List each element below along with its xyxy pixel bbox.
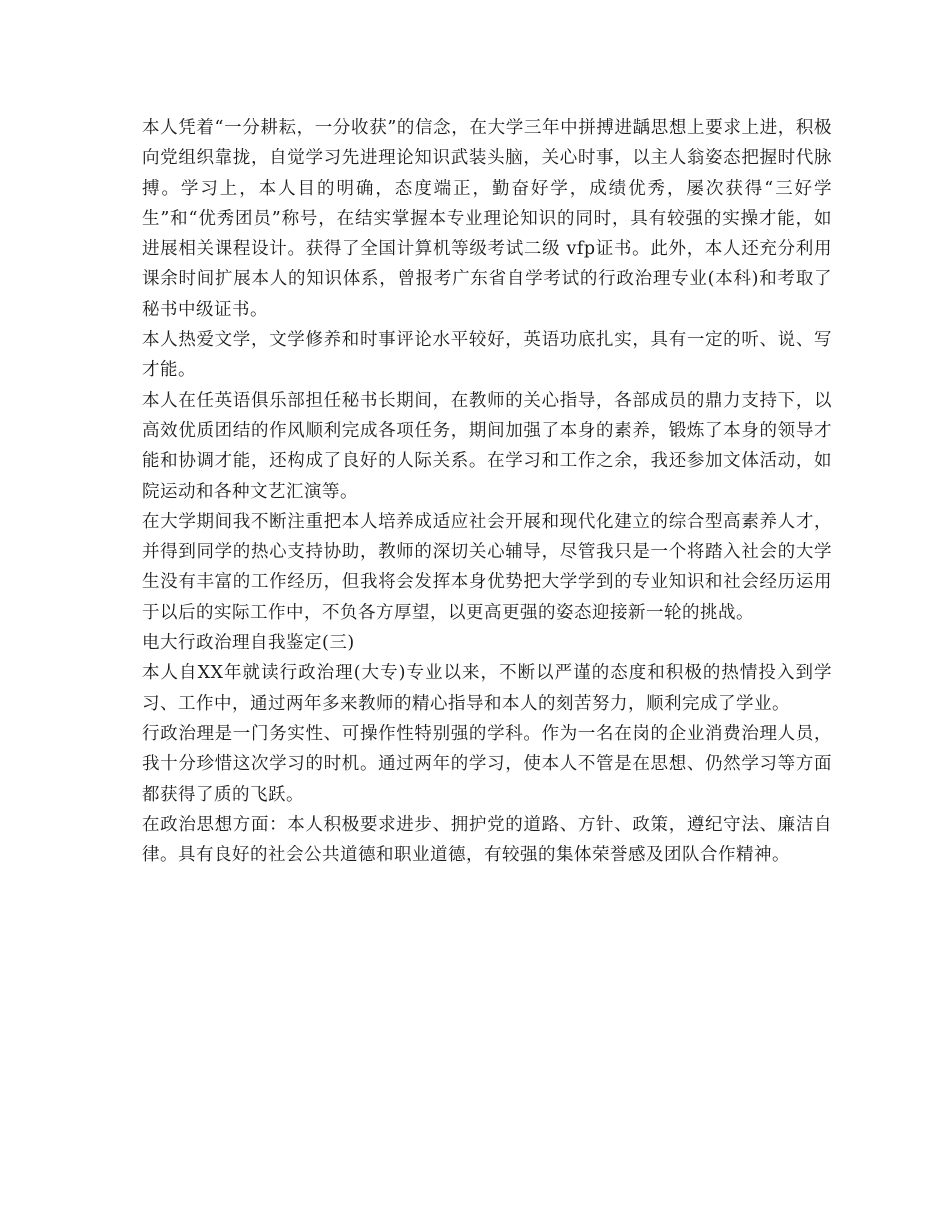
- paragraph-political-thought: 在政治思想方面：本人积极要求进步、拥护党的道路、方针、政策，遵纪守法、廉洁自律。具有良好的社会公共道德和职业道德，有较强的集体荣誉感及团队合作精神。: [142, 814, 832, 866]
- paragraph-university-summary: 在大学期间我不断注重把本人培养成适应社会开展和现代化建立的综合型高素养人才，并得到同学的热心支持协助，教师的深切关心辅导，尽管我只是一个将踏入社会的大学生没有丰富的工作经历，但我将会发挥本身优势把大学学到的专业知识和社会经历运用于以后的实际工作中，不负各方厚望，以更高更强的姿态迎接新一轮的挑战。: [142, 511, 832, 623]
- section-heading: 电大行政治理自我鉴定(三): [142, 633, 355, 654]
- paragraph-study-achievements: 本人凭着“一分耕耘，一分收获”的信念，在大学三年中拼搏进龋思想上要求上进，积极向党组织靠拢，自觉学习先进理论知识武装头脑，关心时事，以主人翁姿态把握时代脉搏。学习上，本人目的明确，态度端正，勤奋好学，成绩优秀，屡次获得“三好学生”和“优秀团员”称号，在结实掌握本专业理论知识的同时，具有较强的实操才能，如进展相关课程设计。获得了全国计算机等级考试二级 vfp证书。此外，本人还充分利用课余时间扩展本人的知识体系，曾报考广东省自学考试的行政治理专业(本科)和考取了秘书中级证书。: [142, 118, 832, 320]
- paragraph-english-club: 本人在任英语俱乐部担任秘书长期间，在教师的关心指导，各部成员的鼎力支持下，以高效优质团结的作风顺利完成各项任务，期间加强了本身的素养，锻炼了本身的领导才能和协调才能，还构成了良好的人际关系。在学习和工作之余，我还参加文体活动，如院运动和各种文艺汇演等。: [142, 390, 832, 502]
- paragraph-enrollment: 本人自XX年就读行政治理(大专)专业以来，不断以严谨的态度和积极的热情投入到学习、工作中，通过两年多来教师的精心指导和本人的刻苦努力，顺利完成了学业。: [142, 663, 832, 714]
- paragraph-administration-discipline: 行政治理是一门务实性、可操作性特别强的学科。作为一名在岗的企业消费治理人员，我十分珍惜这次学习的时机。通过两年的学习，使本人不管是在思想、仍然学习等方面都获得了质的飞跃。: [142, 723, 832, 805]
- document-body: [142, 113, 832, 870]
- paragraph-literature: 本人热爱文学，文学修养和时事评论水平较好，英语功底扎实，具有一定的听、说、写才能。: [142, 330, 832, 381]
